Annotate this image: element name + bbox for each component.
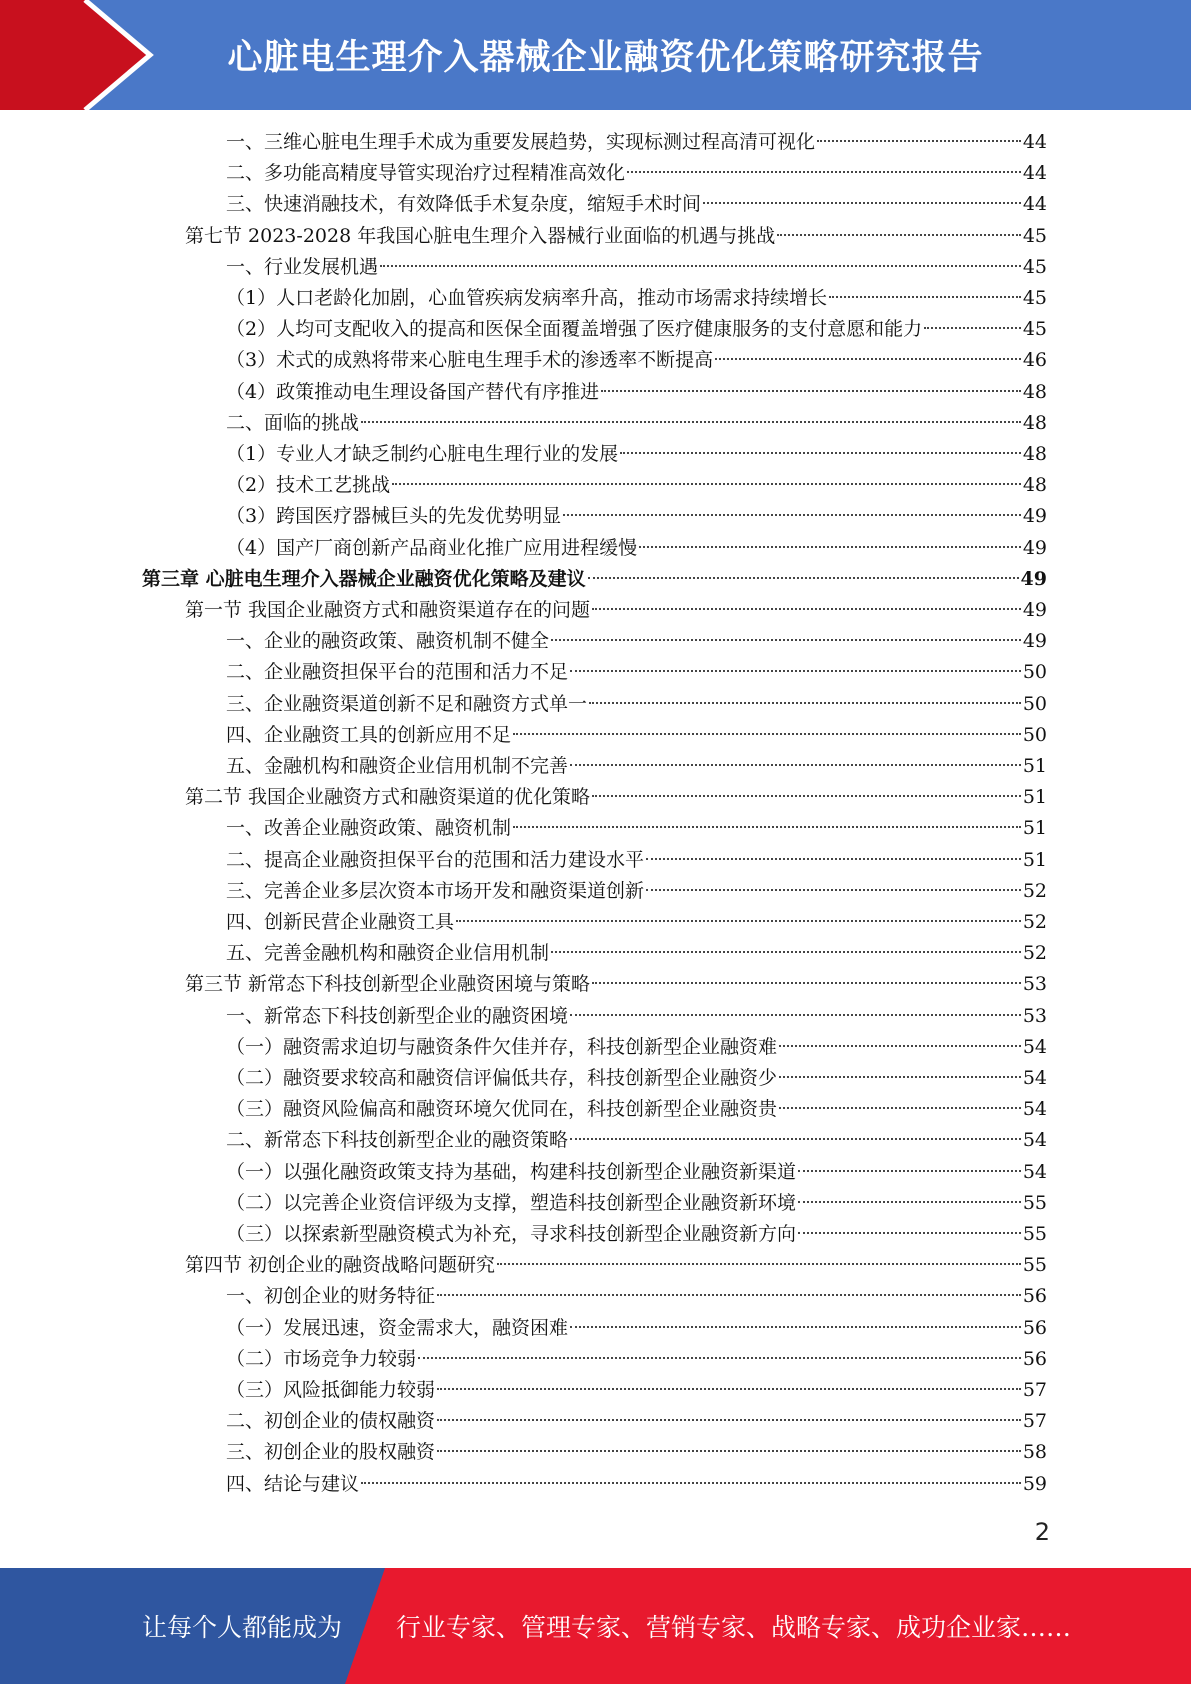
toc-entry-page: 56 — [1022, 1316, 1047, 1339]
toc-dot-leader — [703, 202, 1021, 204]
toc-entry-page: 53 — [1022, 1004, 1047, 1027]
toc-entry-page: 48 — [1022, 411, 1047, 434]
toc-entry-title: 一、初创企业的财务特征 — [226, 1285, 436, 1308]
toc-entry-page: 56 — [1022, 1285, 1047, 1308]
toc-entry-page: 49 — [1020, 567, 1047, 590]
toc-entry-title: 第三章 心脏电生理介入器械企业融资优化策略及建议 — [142, 567, 586, 590]
toc-entry[interactable] — [226, 408, 1047, 439]
toc-dot-leader — [361, 1482, 1021, 1484]
toc-entry-page: 53 — [1022, 973, 1047, 996]
toc-dot-leader — [437, 1419, 1021, 1421]
toc-entry-page: 51 — [1022, 786, 1047, 809]
toc-dot-leader — [601, 390, 1021, 392]
toc-entry-page: 48 — [1022, 443, 1047, 465]
toc-dot-leader — [639, 546, 1021, 548]
toc-dot-leader — [513, 733, 1021, 735]
toc-entry-title: （二）以完善企业资信评级为支撑，塑造科技创新型企业融资新环境 — [226, 1191, 797, 1214]
page-footer — [0, 1568, 1191, 1684]
toc-entry-title: 三、快速消融技术，有效降低手术复杂度，缩短手术时间 — [226, 193, 702, 216]
toc-entry-page: 48 — [1022, 474, 1047, 497]
toc-dot-leader — [592, 608, 1021, 610]
toc-entry-title: 三、企业融资渠道创新不足和融资方式单一 — [226, 692, 588, 715]
toc-entry-page: 50 — [1022, 661, 1047, 684]
toc-entry[interactable] — [226, 439, 1047, 470]
toc-entry-page: 52 — [1022, 879, 1047, 902]
toc-entry[interactable] — [226, 876, 1047, 907]
toc-entry-page: 44 — [1022, 131, 1047, 153]
toc-dot-leader — [798, 1170, 1021, 1172]
toc-entry[interactable] — [226, 657, 1047, 688]
toc-dot-leader — [777, 234, 1021, 236]
toc-entry-title: （一）融资需求迫切与融资条件欠佳并存，科技创新型企业融资难 — [226, 1035, 778, 1058]
toc-entry-page: 59 — [1022, 1472, 1047, 1495]
toc-dot-leader — [513, 826, 1021, 828]
toc-entry-page: 56 — [1022, 1347, 1047, 1370]
toc-entry-title: （三）以探索新型融资模式为补充，寻求科技创新型企业融资新方向 — [226, 1223, 797, 1245]
toc-entry-title: 一、新常态下科技创新型企业的融资困境 — [226, 1004, 569, 1027]
footer-slogan-left: 让每个人都能成为 — [142, 1613, 343, 1642]
toc-entry-page: 50 — [1022, 723, 1047, 746]
toc-dot-leader — [646, 889, 1021, 891]
toc-dot-leader — [570, 670, 1021, 672]
toc-dot-leader — [437, 1294, 1021, 1296]
toc-entry-title: 三、初创企业的股权融资 — [226, 1441, 436, 1464]
toc-entry[interactable] — [226, 938, 1047, 969]
toc-entry-title: （二）融资要求较高和融资信评偏低共存，科技创新型企业融资少 — [226, 1067, 778, 1089]
toc-entry-title: （1）人口老龄化加剧，心血管疾病发病率升高，推动市场需求持续增长 — [226, 287, 828, 309]
toc-dot-leader — [563, 514, 1021, 516]
toc-entry[interactable] — [185, 595, 1047, 626]
toc-entry-page: 51 — [1022, 817, 1047, 840]
toc-dot-leader — [779, 1045, 1021, 1047]
toc-entry[interactable] — [226, 1406, 1047, 1437]
toc-entry[interactable] — [226, 626, 1047, 657]
page-number: 2 — [1034, 1518, 1050, 1546]
toc-dot-leader — [829, 296, 1021, 298]
toc-entry-title: （2）人均可支配收入的提高和医保全面覆盖增强了医疗健康服务的支付意愿和能力 — [226, 318, 923, 341]
toc-entry[interactable] — [185, 221, 1047, 252]
toc-dot-leader — [588, 577, 1019, 579]
toc-entry-page: 54 — [1022, 1098, 1047, 1121]
toc-entry[interactable] — [226, 720, 1047, 751]
toc-entry-title: 一、三维心脏电生理手术成为重要发展趋势，实现标测过程高清可视化 — [226, 131, 816, 153]
toc-entry[interactable] — [226, 813, 1047, 844]
toc-entry-title: （4）政策推动电生理设备国产替代有序推进 — [226, 380, 600, 403]
toc-entry-title: （一）发展迅速，资金需求大，融资困难 — [226, 1316, 569, 1339]
toc-entry-page: 54 — [1022, 1129, 1047, 1152]
toc-entry-title: 第一节 我国企业融资方式和融资渠道存在的问题 — [185, 599, 591, 621]
toc-entry-title: 一、改善企业融资政策、融资机制 — [226, 817, 512, 840]
toc-entry-page: 48 — [1022, 380, 1047, 403]
toc-entry[interactable] — [226, 1032, 1047, 1063]
toc-dot-leader — [570, 1138, 1021, 1140]
toc-entry-title: 二、企业融资担保平台的范围和活力不足 — [226, 661, 569, 684]
toc-entry-title: 四、结论与建议 — [226, 1472, 360, 1495]
toc-entry[interactable] — [226, 1281, 1047, 1312]
toc-dot-leader — [497, 1263, 1021, 1265]
toc-entry-page: 50 — [1022, 692, 1047, 715]
toc-entry[interactable] — [226, 314, 1047, 345]
toc-entry-title: （一）以强化融资政策支持为基础，构建科技创新型企业融资新渠道 — [226, 1160, 797, 1183]
toc-dot-leader — [592, 795, 1021, 797]
toc-entry[interactable] — [226, 283, 1047, 314]
toc-entry-page: 49 — [1022, 599, 1047, 621]
toc-entry-title: （1）专业人才缺乏制约心脏电生理行业的发展 — [226, 443, 619, 465]
toc-dot-leader — [551, 951, 1021, 953]
toc-entry-title: 二、多功能高精度导管实现治疗过程精准高效化 — [226, 162, 626, 185]
toc-entry[interactable] — [226, 1219, 1047, 1250]
toc-dot-leader — [924, 327, 1021, 329]
page-header — [0, 0, 1191, 110]
toc-entry-title: 二、面临的挑战 — [226, 411, 360, 434]
toc-entry-page: 49 — [1022, 536, 1047, 559]
toc-entry-title: （4）国产厂商创新产品商业化推广应用进程缓慢 — [226, 536, 638, 559]
toc-entry[interactable] — [226, 845, 1047, 876]
report-title: 心脏电生理介入器械企业融资优化策略研究报告 — [227, 38, 984, 78]
toc-entry-title: （二）市场竞争力较弱 — [226, 1347, 417, 1370]
toc-dot-leader — [589, 702, 1021, 704]
toc-entry-page: 55 — [1022, 1191, 1047, 1214]
toc-entry-page: 51 — [1022, 755, 1047, 777]
toc-entry-title: 五、金融机构和融资企业信用机制不完善 — [226, 755, 569, 777]
toc-entry-page: 45 — [1022, 224, 1047, 247]
toc-dot-leader — [456, 920, 1021, 922]
toc-entry-title: （3）跨国医疗器械巨头的先发优势明显 — [226, 505, 562, 528]
toc-entry[interactable] — [226, 252, 1047, 283]
toc-entry-title: （3）术式的成熟将带来心脏电生理手术的渗透率不断提高 — [226, 349, 714, 372]
toc-entry-title: 一、企业的融资政策、融资机制不健全 — [226, 630, 550, 653]
toc-entry-title: 第二节 我国企业融资方式和融资渠道的优化策略 — [185, 786, 591, 809]
toc-entry-page: 52 — [1022, 911, 1047, 933]
toc-entry[interactable] — [226, 377, 1047, 408]
toc-dot-leader — [437, 1388, 1021, 1390]
toc-entry-page: 57 — [1022, 1410, 1047, 1433]
toc-entry-page: 54 — [1022, 1035, 1047, 1058]
toc-entry[interactable] — [226, 1375, 1047, 1406]
toc-dot-leader — [646, 858, 1021, 860]
toc-dot-leader — [380, 265, 1021, 267]
toc-entry-page: 54 — [1022, 1067, 1047, 1089]
toc-entry-title: 五、完善金融机构和融资企业信用机制 — [226, 942, 550, 965]
toc-entry[interactable] — [185, 1250, 1047, 1281]
toc-entry-page: 45 — [1022, 287, 1047, 309]
toc-entry-title: 一、行业发展机遇 — [226, 255, 379, 278]
toc-entry[interactable] — [142, 564, 1047, 595]
toc-entry-title: 二、提高企业融资担保平台的范围和活力建设水平 — [226, 848, 645, 871]
toc-dot-leader — [592, 982, 1021, 984]
toc-entry-title: （三）风险抵御能力较弱 — [226, 1379, 436, 1401]
toc-dot-leader — [620, 452, 1021, 454]
toc-entry-page: 57 — [1022, 1379, 1047, 1401]
toc-dot-leader — [779, 1076, 1021, 1078]
toc-dot-leader — [418, 1357, 1021, 1359]
toc-entry[interactable] — [226, 751, 1047, 782]
toc-entry-page: 46 — [1022, 349, 1047, 372]
toc-entry-title: 第三节 新常态下科技创新型企业融资困境与策略 — [185, 973, 591, 996]
toc-entry[interactable] — [226, 1469, 1047, 1500]
toc-dot-leader — [798, 1201, 1021, 1203]
toc-dot-leader — [570, 1014, 1021, 1016]
toc-entry-page: 58 — [1022, 1441, 1047, 1464]
toc-entry[interactable] — [226, 1188, 1047, 1219]
toc-dot-leader — [437, 1450, 1021, 1452]
toc-entry[interactable] — [226, 345, 1047, 376]
toc-entry[interactable] — [226, 1094, 1047, 1125]
toc-entry[interactable] — [226, 127, 1047, 158]
toc-entry[interactable] — [226, 189, 1047, 220]
toc-entry[interactable] — [226, 1001, 1047, 1032]
toc-dot-leader — [798, 1232, 1021, 1234]
toc-entry-title: 二、初创企业的债权融资 — [226, 1410, 436, 1433]
toc-entry-title: （三）融资风险偏高和融资环境欠优同在，科技创新型企业融资贵 — [226, 1098, 778, 1121]
toc-entry-page: 51 — [1022, 848, 1047, 871]
toc-entry-page: 44 — [1022, 162, 1047, 185]
toc-entry-page: 45 — [1022, 255, 1047, 278]
toc-entry[interactable] — [226, 1125, 1047, 1156]
toc-entry[interactable] — [185, 782, 1047, 813]
toc-entry-title: （2）技术工艺挑战 — [226, 474, 391, 497]
footer-slogan-right: 行业专家、管理专家、营销专家、战略专家、成功企业家…… — [396, 1613, 1072, 1642]
toc-dot-leader — [361, 421, 1021, 423]
toc-entry-page: 52 — [1022, 942, 1047, 965]
toc-dot-leader — [570, 764, 1021, 766]
toc-entry-title: 四、创新民营企业融资工具 — [226, 911, 455, 933]
toc-entry-page: 55 — [1022, 1254, 1047, 1277]
toc-dot-leader — [817, 140, 1021, 142]
toc-entry-page: 49 — [1022, 505, 1047, 528]
toc-entry-title: 四、企业融资工具的创新应用不足 — [226, 723, 512, 746]
toc-entry-page: 44 — [1022, 193, 1047, 216]
toc-dot-leader — [551, 639, 1021, 641]
toc-entry[interactable] — [226, 907, 1047, 938]
toc-entry-page: 45 — [1022, 318, 1047, 341]
toc-dot-leader — [779, 1107, 1021, 1109]
toc-entry-title: 三、完善企业多层次资本市场开发和融资渠道创新 — [226, 879, 645, 902]
toc-entry-title: 第七节 2023-2028 年我国心脏电生理介入器械行业面临的机遇与挑战 — [185, 224, 776, 247]
toc-entry[interactable] — [226, 158, 1047, 189]
toc-dot-leader — [627, 171, 1021, 173]
toc-dot-leader — [570, 1326, 1021, 1328]
toc-entry[interactable] — [226, 533, 1047, 564]
toc-entry[interactable] — [226, 501, 1047, 532]
toc-dot-leader — [715, 358, 1021, 360]
toc-entry[interactable] — [226, 1063, 1047, 1094]
toc-entry[interactable] — [226, 1157, 1047, 1188]
toc-entry[interactable] — [226, 1437, 1047, 1468]
toc-entry[interactable] — [226, 1313, 1047, 1344]
toc-entry-title: 第四节 初创企业的融资战略问题研究 — [185, 1254, 496, 1277]
toc-entry[interactable] — [185, 969, 1047, 1000]
toc-entry-page: 54 — [1022, 1160, 1047, 1183]
toc-entry-page: 49 — [1022, 630, 1047, 653]
toc-entry[interactable] — [226, 1344, 1047, 1375]
toc-entry[interactable] — [226, 470, 1047, 501]
toc-dot-leader — [392, 483, 1021, 485]
toc-entry-page: 55 — [1022, 1223, 1047, 1245]
toc-entry[interactable] — [226, 689, 1047, 720]
toc-entry-title: 二、新常态下科技创新型企业的融资策略 — [226, 1129, 569, 1152]
